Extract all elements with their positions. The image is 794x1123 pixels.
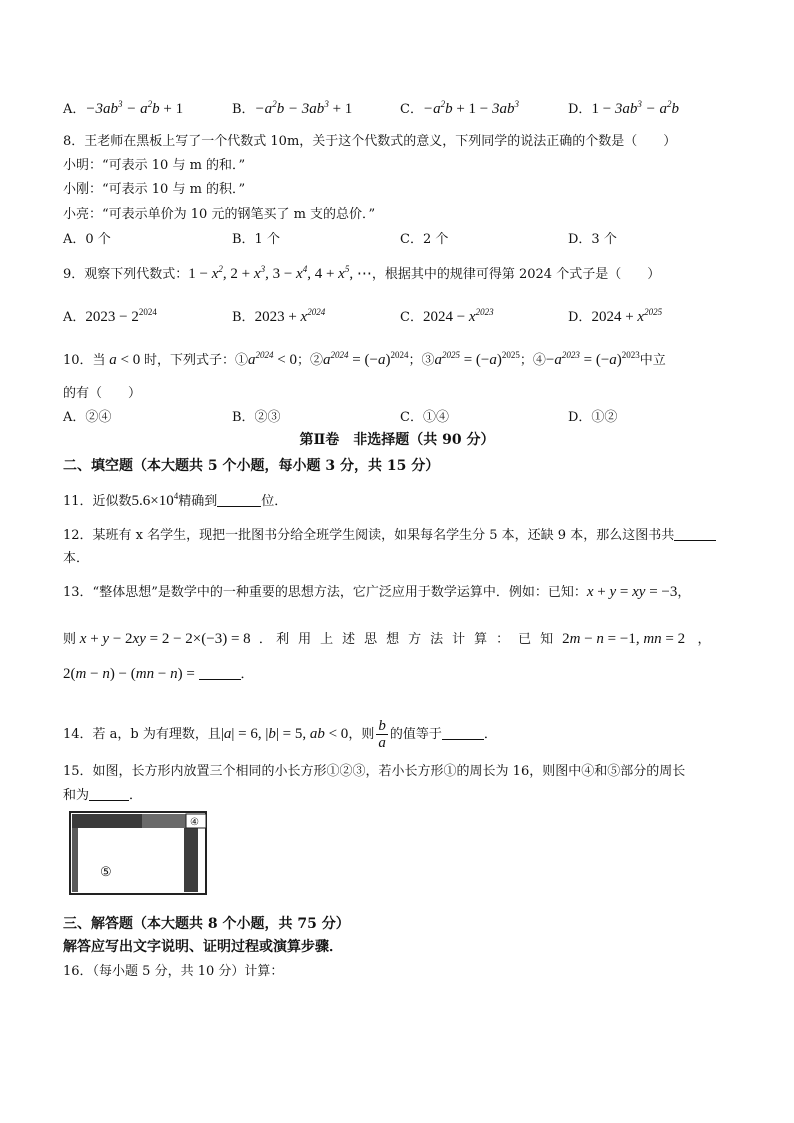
figure-label-4: ④	[190, 817, 199, 828]
q8-option-b: B．1 个	[232, 232, 280, 247]
q14: 14．若 a，b 为有理数，且|a| = 6, |b| = 5, ab < 0，则 $\frac{b}{a}$ 的值等于 ．	[63, 718, 497, 751]
figure-small-rect-1	[72, 814, 142, 828]
q10-option-a: A．②④	[63, 410, 112, 425]
q7-option-a: A．$-3ab^3 - a^2b + 1$	[63, 99, 184, 117]
q8-option-c: C．2 个	[400, 232, 449, 247]
figure-left-band	[72, 828, 78, 892]
q8-stem: 8．王老师在黑板上写了一个代数式 10m，关于这个代数式的意义，下列同学的说法正确的个数是（ ）	[63, 134, 677, 149]
q12-blank	[674, 526, 716, 541]
q7-option-c: C．$-a^2b + 1 - 3ab^3$	[400, 99, 519, 117]
q12-line1: 12．某班有 x 名学生，现把一批图书分给全班学生阅读，如果每名学生分 5 本，还缺 9 本，那么这图书共	[63, 526, 716, 546]
q13-line3: 2(m − n) − (mn − n) = ．	[63, 666, 254, 682]
q8-statement-3: 小亮：“可表示单价为 10 元的钢笔买了 m 支的总价．”	[63, 207, 376, 222]
q13-line1: 13．“整体思想”是数学中的一种重要的思想方法，它广泛应用于数学运算中．例如：已知：x + y = xy = −3，	[63, 584, 691, 600]
q15-line2: 和为 ．	[63, 788, 143, 803]
q9-option-c: C．$2024 - x^{2023}$	[400, 307, 494, 325]
q11-blank	[217, 492, 261, 507]
q7-option-b: B．$-a^2b - 3ab^3 + 1$	[232, 99, 353, 117]
q8-option-d: D．3 个	[568, 232, 617, 247]
part2-title: 第Ⅱ卷 非选择题（共 90 分）	[299, 432, 495, 448]
q9-option-b: B．$2023 + x^{2024}$	[232, 307, 326, 325]
figure-label-5: ⑤	[100, 865, 112, 880]
q14-fraction-b-over-a: $\frac{b}{a}$	[378, 718, 386, 751]
q15-blank	[89, 786, 129, 801]
figure-label-2: ②	[158, 830, 168, 843]
part3-instruction: 解答应写出文字说明、证明过程或演算步骤．	[63, 939, 343, 955]
figure-top-band	[142, 814, 186, 828]
q11: 11．近似数$5.6\times 10^4$精确到 位．	[63, 491, 288, 509]
q8-option-a: A．0 个	[63, 232, 111, 247]
q8-statement-1: 小明：“可表示 10 与 m 的和．”	[63, 158, 246, 173]
q9-option-a: A．$2023 - 2^{2024}$	[63, 307, 157, 325]
q9-option-d: D．$2024 + x^{2025}$	[568, 307, 663, 325]
figure-part-5-region	[78, 828, 184, 892]
q10-stem-line2: 的有（ ）	[63, 386, 142, 401]
figure-small-rect-3	[184, 828, 198, 892]
q8-statement-2: 小刚：“可表示 10 与 m 的积．”	[63, 182, 246, 197]
q10-option-b: B．②③	[232, 410, 281, 425]
q10-option-c: C．①④	[400, 410, 449, 425]
q7-option-d: D．$1 - 3ab^3 - a^2b$	[568, 99, 680, 117]
q9-stem: 9．观察下列代数式：$1 - x^2$, $2 + x^3$, $3 - x^4$, $4 + x^5$, ⋯，根据其中的规律可得第 2024 个式子是（ ）	[63, 264, 661, 282]
q12-line2: 本．	[63, 551, 90, 566]
q13-blank	[199, 665, 241, 680]
q13-line2: 则 x + y − 2xy = 2 − 2×(−3) = 8 ． 利用上述思想方法计算：已知2m − n = −1, mn = 2 ，	[63, 631, 711, 647]
part3-section-heading: 三、解答题（本大题共 8 个小题，共 75 分）	[63, 916, 350, 932]
q10-stem: 10．当 a < 0 时，下列式子：$①a^{2024} < 0$；$②a^{2024} = (-a)^{2024}$；$③a^{2025} = (-a)^{2025}$；$④-a^{2023} = (-a)^{2023}$中立	[63, 350, 666, 368]
part2-section-heading: 二、填空题（本大题共 5 个小题，每小题 3 分，共 15 分）	[63, 458, 440, 474]
q14-blank	[442, 725, 484, 740]
q15-line1: 15．如图，长方形内放置三个相同的小长方形①②③，若小长方形①的周长为 16，则图中④和⑤部分的周长	[63, 764, 686, 779]
q16-stem: 16．（每小题 5 分，共 10 分）计算：	[63, 964, 284, 979]
q15-rectangle-figure	[68, 810, 210, 898]
q10-option-d: D．①②	[568, 410, 618, 425]
